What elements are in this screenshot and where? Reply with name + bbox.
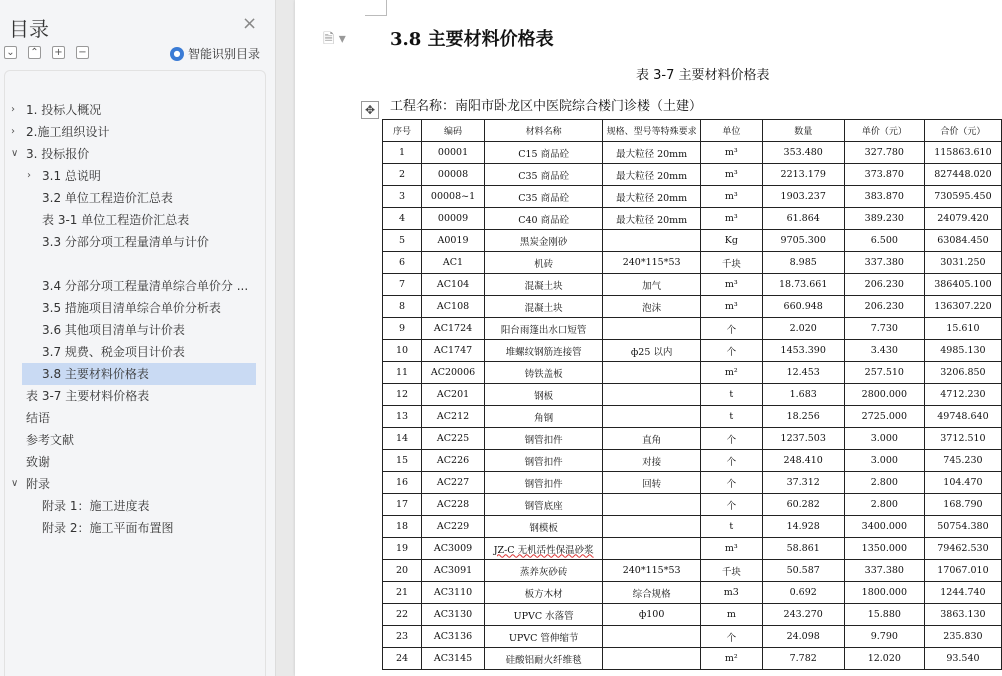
table-cell: 50754.380	[924, 516, 1001, 538]
table-cell: 730595.450	[924, 186, 1001, 208]
table-cell: 24.098	[762, 626, 844, 648]
table-cell: 3031.250	[924, 252, 1001, 274]
project-name: 工程名称：南阳市卧龙区中医院综合楼门诊楼（土建）	[390, 99, 703, 114]
table-cell: 个	[701, 340, 763, 362]
table-cell: 58.861	[762, 538, 844, 560]
table-cell: 最大粒径 20mm	[603, 208, 701, 230]
table-cell: ф100	[603, 604, 701, 626]
table-cell: 63084.450	[924, 230, 1001, 252]
table-cell: 1453.390	[762, 340, 844, 362]
table-cell	[603, 626, 701, 648]
table-cell: 00008~1	[421, 186, 484, 208]
table-cell: JZ-C 无机活性保温砂浆	[485, 538, 603, 560]
table-cell: 00008	[421, 164, 484, 186]
table-cell: AC3110	[421, 582, 484, 604]
table-cell: 回转	[603, 472, 701, 494]
table-cell: 206.230	[844, 274, 924, 296]
table-cell: 235.830	[924, 626, 1001, 648]
table-cell: 8	[383, 296, 422, 318]
table-cell: A0019	[421, 230, 484, 252]
table-cell: 1.683	[762, 384, 844, 406]
table-cell	[603, 230, 701, 252]
table-row	[383, 538, 1002, 560]
toc-item[interactable]: 附录 2：施工平面布置图	[42, 521, 174, 535]
table-cell: 16	[383, 472, 422, 494]
table-cell: 1800.000	[844, 582, 924, 604]
collapse-all-icon[interactable]: ⌄	[4, 46, 17, 59]
toc-panel	[0, 0, 276, 676]
table-cell: 14.928	[762, 516, 844, 538]
chevron-down-icon[interactable]: ∨	[11, 148, 19, 159]
table-cell: 373.870	[844, 164, 924, 186]
table-cell: 钢管底座	[485, 494, 603, 516]
table-row	[383, 340, 1002, 362]
table-cell: AC1747	[421, 340, 484, 362]
table-cell: 15.610	[924, 318, 1001, 340]
table-cell: m³	[701, 274, 763, 296]
toc-item[interactable]: 3.2 单位工程造价汇总表	[42, 191, 173, 205]
table-cell: 3.430	[844, 340, 924, 362]
table-row	[383, 406, 1002, 428]
toc-list	[4, 70, 266, 676]
table-cell: 机砖	[485, 252, 603, 274]
table-cell: 2800.000	[844, 384, 924, 406]
table-cell: m²	[701, 648, 763, 670]
table-cell: 6.500	[844, 230, 924, 252]
toc-item[interactable]: 3.8 主要材料价格表	[22, 363, 256, 385]
column-header: 数量	[762, 120, 844, 142]
table-cell: 9	[383, 318, 422, 340]
table-cell: m3	[701, 582, 763, 604]
table-cell: 248.410	[762, 450, 844, 472]
table-cell: 827448.020	[924, 164, 1001, 186]
table-cell: 17	[383, 494, 422, 516]
table-cell: 钢管扣件	[485, 450, 603, 472]
table-row	[383, 450, 1002, 472]
table-cell: 00001	[421, 142, 484, 164]
add-heading-icon[interactable]: +	[52, 46, 65, 59]
table-cell: AC226	[421, 450, 484, 472]
toc-title: 目录	[9, 17, 49, 41]
table-cell: ф25 以内	[603, 340, 701, 362]
close-icon[interactable]: ×	[242, 13, 258, 34]
column-header: 编码	[421, 120, 484, 142]
table-cell: 240*115*53	[603, 560, 701, 582]
table-cell: 黑炭金刚砂	[485, 230, 603, 252]
column-header: 单位	[701, 120, 763, 142]
table-cell: 8.985	[762, 252, 844, 274]
table-cell: 硅酸铝耐火纤维毯	[485, 648, 603, 670]
table-row	[383, 208, 1002, 230]
table-cell: UPVC 管伸缩节	[485, 626, 603, 648]
table-row	[383, 560, 1002, 582]
table-cell: 115863.610	[924, 142, 1001, 164]
table-cell: AC20006	[421, 362, 484, 384]
toc-item[interactable]: 3. 投标报价	[26, 147, 90, 161]
table-cell: C15 商品砼	[485, 142, 603, 164]
table-row	[383, 582, 1002, 604]
toc-item[interactable]: 2.施工组织设计	[26, 125, 110, 139]
table-cell: AC3091	[421, 560, 484, 582]
table-cell: 对接	[603, 450, 701, 472]
remove-heading-icon[interactable]: −	[76, 46, 89, 59]
toc-item[interactable]: 参考文献	[26, 433, 75, 447]
table-cell: AC228	[421, 494, 484, 516]
table-cell: 337.380	[844, 252, 924, 274]
table-row	[383, 252, 1002, 274]
table-cell: 9705.300	[762, 230, 844, 252]
table-cell: C35 商品砼	[485, 164, 603, 186]
chevron-right-icon[interactable]: ›	[11, 104, 15, 115]
table-cell: AC212	[421, 406, 484, 428]
table-cell: 3	[383, 186, 422, 208]
table-cell: 7.782	[762, 648, 844, 670]
table-row	[383, 362, 1002, 384]
smart-toc-button[interactable]	[170, 45, 260, 62]
table-cell: 24	[383, 648, 422, 670]
table-cell: 60.282	[762, 494, 844, 516]
table-cell: 18.256	[762, 406, 844, 428]
table-cell: 2.800	[844, 472, 924, 494]
table-cell: 4985.130	[924, 340, 1001, 362]
toc-item[interactable]: 结语	[26, 411, 51, 425]
table-cell: AC104	[421, 274, 484, 296]
table-cell: 3.000	[844, 428, 924, 450]
table-cell: 2213.179	[762, 164, 844, 186]
table-cell: 22	[383, 604, 422, 626]
table-row	[383, 142, 1002, 164]
table-cell: 加气	[603, 274, 701, 296]
table-cell: C35 商品砼	[485, 186, 603, 208]
table-cell: 13	[383, 406, 422, 428]
table-cell: 1903.237	[762, 186, 844, 208]
table-cell: 21	[383, 582, 422, 604]
table-cell: 5	[383, 230, 422, 252]
table-cell: 2.020	[762, 318, 844, 340]
table-cell: 千块	[701, 252, 763, 274]
table-row	[383, 230, 1002, 252]
table-cell: m²	[701, 362, 763, 384]
table-row	[383, 164, 1002, 186]
table-cell: 直角	[603, 428, 701, 450]
table-cell: 660.948	[762, 296, 844, 318]
table-cell: 最大粒径 20mm	[603, 142, 701, 164]
table-cell: AC225	[421, 428, 484, 450]
table-cell: AC1724	[421, 318, 484, 340]
table-cell: 337.380	[844, 560, 924, 582]
table-cell: 千块	[701, 560, 763, 582]
table-cell: 243.270	[762, 604, 844, 626]
column-header: 单价（元）	[844, 120, 924, 142]
table-cell: m³	[701, 142, 763, 164]
table-cell: 383.870	[844, 186, 924, 208]
table-cell: AC227	[421, 472, 484, 494]
table-row	[383, 516, 1002, 538]
table-cell	[603, 494, 701, 516]
toc-item[interactable]: 附录 1：施工进度表	[42, 499, 150, 513]
table-cell: AC3009	[421, 538, 484, 560]
table-cell: 240*115*53	[603, 252, 701, 274]
page-corner-mark	[365, 0, 387, 16]
table-cell: UPVC 水落管	[485, 604, 603, 626]
table-row	[383, 296, 1002, 318]
table-cell: 49748.640	[924, 406, 1001, 428]
table-row	[383, 186, 1002, 208]
table-cell: 11	[383, 362, 422, 384]
table-cell: 206.230	[844, 296, 924, 318]
table-cell: m	[701, 604, 763, 626]
table-cell: 15.880	[844, 604, 924, 626]
table-cell: 最大粒径 20mm	[603, 186, 701, 208]
table-cell: 20	[383, 560, 422, 582]
table-cell: 钢管扣件	[485, 428, 603, 450]
table-cell: AC3130	[421, 604, 484, 626]
table-cell: 136307.220	[924, 296, 1001, 318]
table-cell: 个	[701, 450, 763, 472]
table-cell: AC229	[421, 516, 484, 538]
toc-item[interactable]: 表 3-1 单位工程造价汇总表	[42, 213, 190, 227]
table-cell: 12.020	[844, 648, 924, 670]
table-cell: 个	[701, 494, 763, 516]
table-cell: m³	[701, 208, 763, 230]
table-cell: 综合规格	[603, 582, 701, 604]
smart-toc-label: 智能识别目录	[188, 47, 261, 61]
table-cell: 2.800	[844, 494, 924, 516]
table-row	[383, 604, 1002, 626]
table-cell: t	[701, 406, 763, 428]
table-cell	[603, 516, 701, 538]
table-cell: Kg	[701, 230, 763, 252]
table-caption: 表 3-7 主要材料价格表	[636, 68, 770, 83]
chevron-right-icon[interactable]: ›	[11, 126, 15, 137]
expand-up-icon[interactable]: ⌃	[28, 46, 41, 59]
table-cell: 389.230	[844, 208, 924, 230]
table-cell	[603, 384, 701, 406]
table-cell: 角钢	[485, 406, 603, 428]
table-cell: 混凝土块	[485, 274, 603, 296]
material-price-table	[382, 119, 1002, 670]
table-cell: 钢板	[485, 384, 603, 406]
table-row	[383, 494, 1002, 516]
table-cell: 1244.740	[924, 582, 1001, 604]
table-cell: 3863.130	[924, 604, 1001, 626]
table-cell	[603, 406, 701, 428]
table-cell: 23	[383, 626, 422, 648]
table-cell: 钢管扣件	[485, 472, 603, 494]
table-cell: AC3145	[421, 648, 484, 670]
table-cell: 4	[383, 208, 422, 230]
table-cell: 00009	[421, 208, 484, 230]
table-cell: 18	[383, 516, 422, 538]
table-cell: 353.480	[762, 142, 844, 164]
table-cell: 14	[383, 428, 422, 450]
table-cell: 个	[701, 626, 763, 648]
table-cell: AC201	[421, 384, 484, 406]
table-cell: 最大粒径 20mm	[603, 164, 701, 186]
table-cell: 19	[383, 538, 422, 560]
table-cell: 50.587	[762, 560, 844, 582]
toc-item[interactable]: 1. 投标人概况	[26, 103, 102, 117]
chevron-down-icon[interactable]: ∨	[11, 478, 19, 489]
table-cell: 12	[383, 384, 422, 406]
table-cell: 37.312	[762, 472, 844, 494]
table-cell: AC3136	[421, 626, 484, 648]
table-cell: 混凝土块	[485, 296, 603, 318]
column-header: 规格、型号等特殊要求	[603, 120, 701, 142]
table-cell: AC108	[421, 296, 484, 318]
table-row	[383, 648, 1002, 670]
table-cell: 堆螺纹钢筋连接管	[485, 340, 603, 362]
ai-icon: ●	[170, 47, 184, 61]
column-header: 材料名称	[485, 120, 603, 142]
table-row	[383, 274, 1002, 296]
table-row	[383, 318, 1002, 340]
table-cell: 7	[383, 274, 422, 296]
table-row	[383, 384, 1002, 406]
toc-item[interactable]: 附录	[26, 477, 51, 491]
toc-item[interactable]: 3.4 分部分项工程量清单综合单价分 ...	[42, 279, 249, 293]
table-cell: C40 商品砼	[485, 208, 603, 230]
table-cell: 1	[383, 142, 422, 164]
table-cell: 12.453	[762, 362, 844, 384]
table-cell: 61.864	[762, 208, 844, 230]
table-cell: 17067.010	[924, 560, 1001, 582]
table-cell: 104.470	[924, 472, 1001, 494]
table-cell: 9.790	[844, 626, 924, 648]
table-cell: AC1	[421, 252, 484, 274]
table-cell: 1237.503	[762, 428, 844, 450]
table-cell: 24079.420	[924, 208, 1001, 230]
table-row	[383, 472, 1002, 494]
table-cell: 4712.230	[924, 384, 1001, 406]
section-heading: 3.8 主要材料价格表	[390, 29, 554, 50]
table-cell: 个	[701, 472, 763, 494]
table-cell: 0.692	[762, 582, 844, 604]
table-cell: 蒸养灰砂砖	[485, 560, 603, 582]
table-cell: 79462.530	[924, 538, 1001, 560]
table-cell: 个	[701, 318, 763, 340]
table-cell: 327.780	[844, 142, 924, 164]
toc-item[interactable]: 3.1 总说明	[42, 169, 101, 183]
table-cell: 3400.000	[844, 516, 924, 538]
table-cell: 板方木材	[485, 582, 603, 604]
table-cell: m³	[701, 164, 763, 186]
table-cell: 18.73.661	[762, 274, 844, 296]
table-cell: 3712.510	[924, 428, 1001, 450]
table-cell: 阳台雨篷出水口短管	[485, 318, 603, 340]
table-cell	[603, 362, 701, 384]
table-cell: 钢模板	[485, 516, 603, 538]
table-cell: 个	[701, 428, 763, 450]
table-cell: 铸铁盖板	[485, 362, 603, 384]
toc-item[interactable]: 3.5 措施项目清单综合单价分析表	[42, 301, 221, 315]
table-row	[383, 428, 1002, 450]
table-cell: t	[701, 384, 763, 406]
table-cell	[603, 648, 701, 670]
table-cell: 3.000	[844, 450, 924, 472]
toc-item[interactable]: 致谢	[26, 455, 51, 469]
toc-item[interactable]: 3.6 其他项目清单与计价表	[42, 323, 185, 337]
table-cell: m³	[701, 296, 763, 318]
table-cell	[603, 318, 701, 340]
table-cell: m³	[701, 186, 763, 208]
table-cell: 泡沫	[603, 296, 701, 318]
table-cell: 3206.850	[924, 362, 1001, 384]
chevron-right-icon[interactable]: ›	[27, 170, 31, 181]
toc-item[interactable]: 3.3 分部分项工程量清单与计价	[42, 235, 209, 249]
table-cell: 745.230	[924, 450, 1001, 472]
table-cell: 7.730	[844, 318, 924, 340]
table-cell: t	[701, 516, 763, 538]
table-cell: 2725.000	[844, 406, 924, 428]
table-cell	[603, 538, 701, 560]
column-header: 序号	[383, 120, 422, 142]
table-cell: 386405.100	[924, 274, 1001, 296]
table-cell: 1350.000	[844, 538, 924, 560]
table-cell: 257.510	[844, 362, 924, 384]
table-row	[383, 626, 1002, 648]
toc-item[interactable]: 3.7 规费、税金项目计价表	[42, 345, 185, 359]
table-cell: 168.790	[924, 494, 1001, 516]
toc-item[interactable]: 表 3-7 主要材料价格表	[26, 389, 150, 403]
column-header: 合价（元）	[924, 120, 1001, 142]
table-cell: 6	[383, 252, 422, 274]
table-move-handle-icon[interactable]: ✥	[361, 101, 379, 119]
table-cell: 2	[383, 164, 422, 186]
table-cell: 10	[383, 340, 422, 362]
table-cell: 15	[383, 450, 422, 472]
document-icon[interactable]: 🗎 ▾	[323, 31, 346, 47]
table-cell: m³	[701, 538, 763, 560]
table-cell: 93.540	[924, 648, 1001, 670]
